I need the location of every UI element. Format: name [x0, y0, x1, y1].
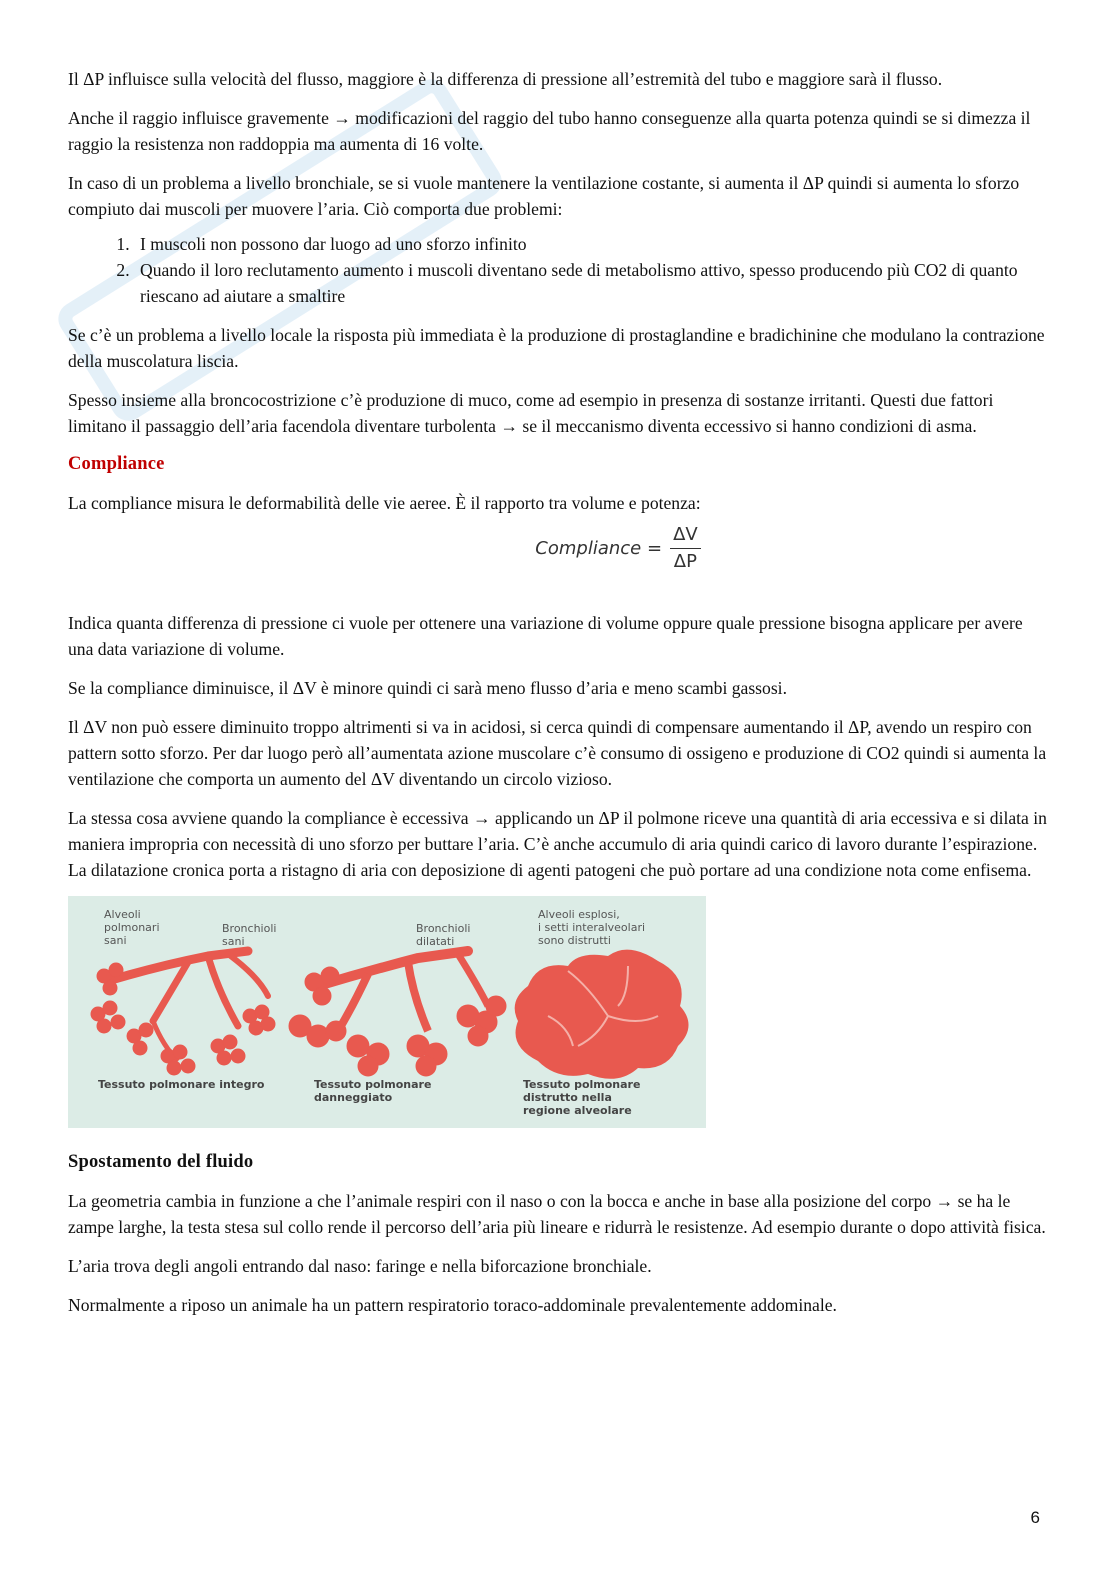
- compliance-formula: [188, 520, 1048, 576]
- caption-damaged-tissue: Tessuto polmonare danneggiato: [314, 1078, 432, 1104]
- formula-numerator: ΔV: [670, 524, 701, 549]
- label-dilated-bronchioles: Bronchioli dilatati: [416, 922, 471, 948]
- label-exploded-alveoli: Alveoli esplosi, i setti interalveolari sono distrutti: [538, 908, 646, 947]
- caption-intact-tissue: Tessuto polmonare integro: [98, 1078, 265, 1091]
- document-page: [68, 66, 1048, 1331]
- healthy-tissue-drawing: [91, 951, 275, 1075]
- list-item: 1. I muscoli non possono dar luogo ad uno sforzo infinito: [134, 231, 1048, 257]
- paragraph: La geometria cambia in funzione a che l’animale respiri con il naso o con la bocca e anche in base alla posizione del corpo → se ha le zampe larghe, la testa stesa sul collo rende il percorso dell’aria più lineare e ridurrà le resistenze. Ad esempio durante o dopo attività fisica.: [68, 1191, 1046, 1237]
- paragraph: Il ΔV non può essere diminuito troppo altrimenti si va in acidosi, si cerca quindi di compensare aumentando il ΔP, avendo un respiro con pattern sotto sforzo. Per dar luogo però all’aumentata azione muscolare c’è consumo di ossigeno e produzione di CO2 quindi si aumenta la ventilazione che comporta un aumento del ΔV diventando un circolo vizioso.: [68, 717, 1047, 789]
- caption-destroyed-tissue: Tessuto polmonare distrutto nella regione alveolare: [523, 1078, 641, 1117]
- formula-fraction: [670, 524, 701, 573]
- formula-label: Compliance =: [535, 537, 663, 559]
- list-item: 2. Quando il loro reclutamento aumento i muscoli diventano sede di metabolismo attivo, spesso producendo più CO2 di quanto riescano ad aiutare a smaltire: [134, 257, 1048, 309]
- page-number: 6: [1030, 1508, 1040, 1527]
- numbered-list: [68, 231, 1048, 309]
- emphysema-figure: [68, 896, 706, 1128]
- paragraph: Spesso insieme alla broncocostrizione c’è produzione di muco, come ad esempio in presenza di sostanze irritanti. Questi due fattori limitano il passaggio dell’aria facendola diventare turbolenta → se il meccanismo diventa eccessivo si hanno condizioni di asma.: [68, 390, 994, 436]
- section-heading-spostamento: Spostamento del fluido: [68, 1152, 254, 1172]
- paragraph: Normalmente a riposo un animale ha un pattern respiratorio toraco-addominale prevalentemente addominale.: [68, 1295, 837, 1315]
- section-heading-compliance: Compliance: [68, 454, 165, 474]
- paragraph: Indica quanta differenza di pressione ci vuole per ottenere una variazione di volume oppure quale pressione bisogna applicare per avere una data variazione di volume.: [68, 613, 1023, 659]
- paragraph: La compliance misura le deformabilità delle vie aeree. È il rapporto tra volume e potenza:: [68, 493, 701, 513]
- paragraph: In caso di un problema a livello bronchiale, se si vuole mantenere la ventilazione costante, si aumenta il ΔP quindi si aumenta lo sforzo compiuto dai muscoli per muovere l’aria. Ciò comporta due problemi:: [68, 173, 1020, 219]
- label-healthy-bronchioles: Bronchioli sani: [222, 922, 277, 948]
- paragraph: La stessa cosa avviene quando la compliance è eccessiva → applicando un ΔP il polmone riceve una quantità di aria eccessiva e si dilata in maniera impropria con necessità di uno sforzo per buttare l’aria. C’è anche accumulo di aria quindi carico di lavoro durante l’espirazione. La dilatazione cronica porta a ristagno di aria con deposizione di agenti patogeni che può portare ad una condizione nota come enfisema.: [68, 808, 1047, 880]
- paragraph: Anche il raggio influisce gravemente → modificazioni del raggio del tubo hanno conseguenze alla quarta potenza quindi se si dimezza il raggio la resistenza non raddoppia ma aumenta di 16 volte.: [68, 108, 1031, 154]
- paragraph: Se la compliance diminuisce, il ΔV è minore quindi ci sarà meno flusso d’aria e meno scambi gassosi.: [68, 678, 787, 698]
- destroyed-tissue-drawing: [515, 950, 689, 1079]
- label-healthy-alveoli: Alveoli polmonari sani: [104, 908, 160, 947]
- paragraph: Se c’è un problema a livello locale la risposta più immediata è la produzione di prostaglandine e bradichinine che modulano la contrazione della muscolatura liscia.: [68, 325, 1045, 371]
- damaged-tissue-drawing: [289, 951, 506, 1076]
- formula-denominator: ΔP: [673, 550, 697, 572]
- paragraph: Il ΔP influisce sulla velocità del flusso, maggiore è la differenza di pressione all’estremità del tubo e maggiore sarà il flusso.: [68, 69, 943, 89]
- paragraph: L’aria trova degli angoli entrando dal naso: faringe e nella biforcazione bronchiale.: [68, 1256, 652, 1276]
